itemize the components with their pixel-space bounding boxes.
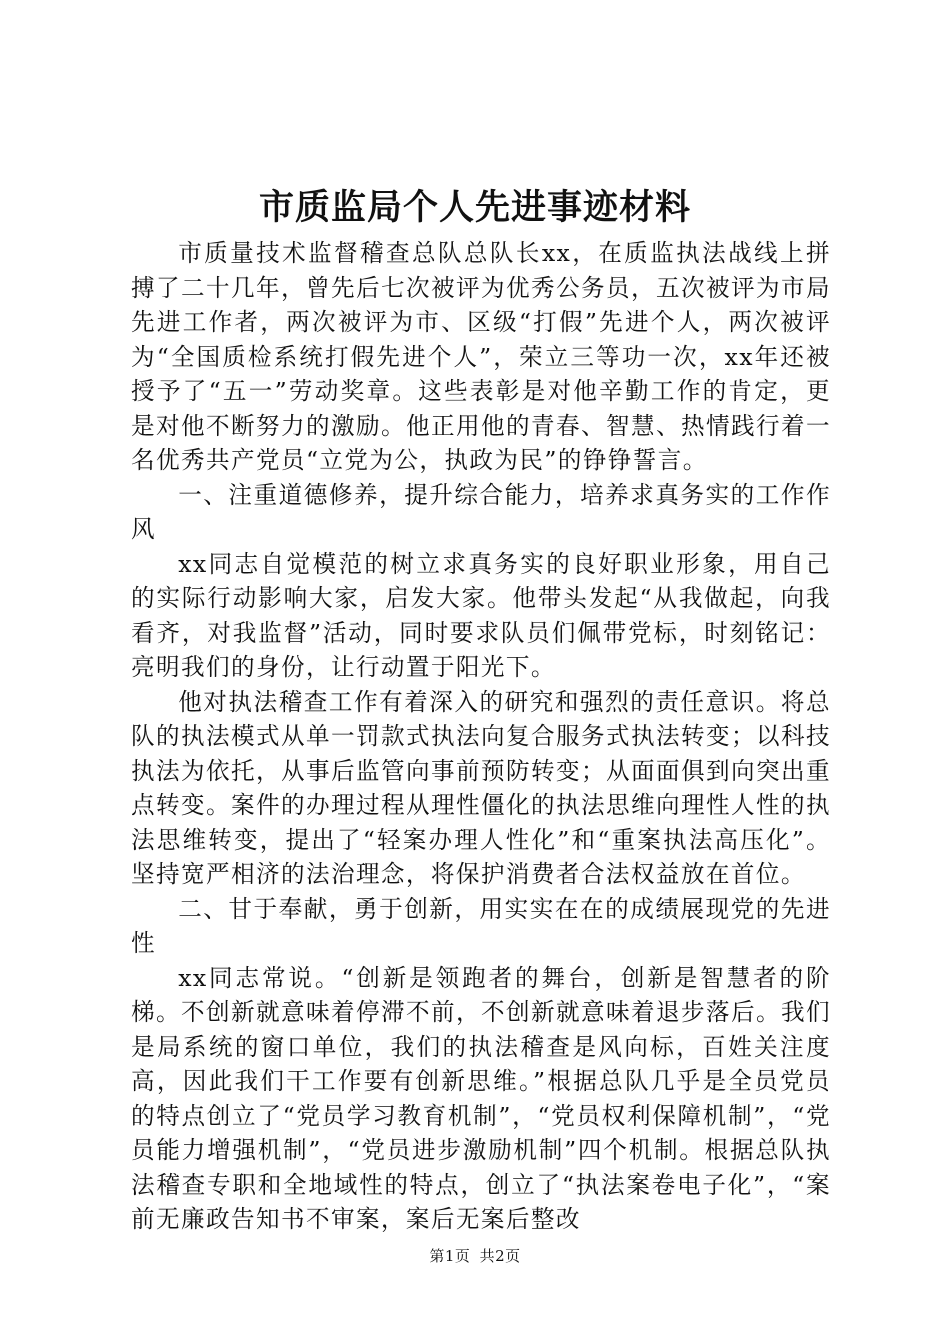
document-title: 市质监局个人先进事迹材料 bbox=[258, 187, 691, 228]
document-body bbox=[131, 236, 831, 1237]
paragraph-section-1-b: 他对执法稽查工作有着深入的研究和强烈的责任意识。将总队的执法模式从单一罚款式执法向复合服务式执法转变；以科技执法为依托，从事后监管向事前预防转变；从面面俱到向突出重点转变。案件的办理过程从理性僵化的执法思维向理性人性的执法思维转变，提出了“轻案办理人性化”和“重案执法高压化”。坚持宽严相济的法治理念，将保护消费者合法权益放在首位。 bbox=[131, 687, 831, 888]
page-footer bbox=[0, 1246, 950, 1266]
paragraph-section-2-a: xx同志常说。“创新是领跑者的舞台，创新是智慧者的阶梯。不创新就意味着停滞不前，不创新就意味着退步落后。我们是局系统的窗口单位，我们的执法稽查是风向标，百姓关注度高，因此我们干工作要有创新思维。”根据总队几乎是全员党员的特点创立了“党员学习教育机制”，“党员权利保障机制”，“党员能力增强机制”，“党员进步激励机制”四个机制。根据总队执法稽查专职和全地域性的特点，创立了“执法案卷电子化”，“案前无廉政告知书不审案，案后无案后整改 bbox=[131, 963, 831, 1233]
paragraph-section-1-a: xx同志自觉模范的树立求真务实的良好职业形象，用自己的实际行动影响大家，启发大家。他带头发起“从我做起，向我看齐，对我监督”活动，同时要求队员们佩带党标，时刻铭记：亮明我们的身份，让行动置于阳光下。 bbox=[131, 549, 831, 681]
page-total: 共2页 bbox=[479, 1247, 521, 1265]
page-number: 第1页 bbox=[429, 1247, 471, 1265]
section-heading-1: 一、注重道德修养，提升综合能力，培养求真务实的工作作风 bbox=[131, 480, 831, 543]
paragraph-intro: 市质量技术监督稽查总队总队长xx，在质监执法战线上拼搏了二十几年，曾先后七次被评为优秀公务员，五次被评为市局先进工作者，两次被评为市、区级“打假”先进个人，两次被评为“全国质检系统打假先进个人”，荣立三等功一次，xx年还被授予了“五一”劳动奖章。这些表彰是对他辛勤工作的肯定，更是对他不断努力的激励。他正用他的青春、智慧、热情践行着一名优秀共产党员“立党为公，执政为民”的铮铮誓言。 bbox=[131, 239, 831, 474]
section-heading-2: 二、甘于奉献，勇于创新，用实实在在的成绩展现党的先进性 bbox=[131, 894, 831, 957]
